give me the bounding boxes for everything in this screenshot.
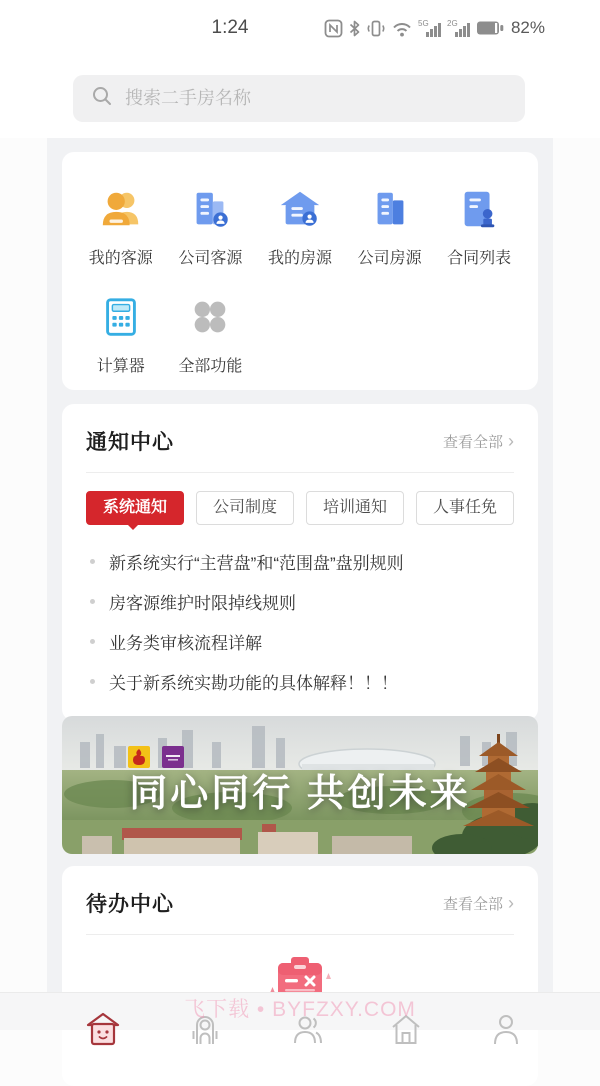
nav-customers-robot-tab[interactable] [187, 1011, 223, 1047]
nav-home-tab-active[interactable] [85, 1011, 121, 1047]
quick-action-label: 合同列表 [447, 250, 512, 267]
notification-item[interactable]: 关于新系统实勘功能的具体解释！！！ [86, 661, 514, 701]
notification-center-title: 通知中心 [86, 431, 174, 454]
bluetooth-icon [348, 19, 361, 38]
nfc-icon [324, 19, 343, 38]
search-icon [91, 85, 113, 112]
nav-profile-tab[interactable] [488, 1011, 524, 1047]
tab-system-notice[interactable]: 系统通知 [86, 491, 184, 525]
divider [86, 472, 514, 473]
clock: 1:24 [211, 17, 249, 38]
company-houses-building-icon [367, 186, 413, 237]
chevron-right-icon: › [508, 431, 514, 451]
calculator-icon [98, 294, 144, 345]
svg-text:5G: 5G [417, 19, 429, 28]
todo-center-card [62, 866, 538, 1086]
quick-action-label: 我的房源 [267, 250, 332, 267]
battery-icon [476, 20, 504, 36]
notification-tabs [86, 491, 514, 525]
signal-2g-icon [447, 18, 471, 38]
signal-5g-icon [418, 18, 442, 38]
vibrate-icon [366, 19, 386, 38]
quick-action-label: 公司客源 [178, 250, 243, 267]
todo-view-all-link[interactable]: 查看全部 › [442, 893, 514, 913]
bullet-dot [90, 559, 95, 564]
quick-action-label: 公司房源 [357, 250, 422, 267]
quick-action-my-houses[interactable] [255, 186, 345, 268]
quick-action-company-houses[interactable] [345, 186, 435, 268]
notification-center-card [62, 404, 538, 721]
battery-percent: 82% [510, 18, 545, 37]
company-customers-building-icon [187, 186, 233, 237]
my-houses-home-icon [277, 186, 323, 237]
tab-training-notice[interactable]: 培训通知 [306, 491, 404, 525]
site-watermark: 飞下载 • BYFZXY.COM [184, 998, 416, 1021]
quick-actions-card [62, 152, 538, 390]
notification-item[interactable]: 业务类审核流程详解 [86, 621, 514, 661]
bottom-nav-bar [0, 992, 600, 1030]
chevron-right-icon: › [508, 893, 514, 913]
notification-item[interactable]: 房客源维护时限掉线规则 [86, 581, 514, 621]
wifi-icon [391, 19, 413, 38]
bullet-dot [90, 639, 95, 644]
quick-action-label: 我的客源 [88, 250, 153, 267]
bullet-dot [90, 679, 95, 684]
notification-item[interactable]: 新系统实行“主营盘”和“范围盘”盘别规则 [86, 541, 514, 581]
tab-company-policy[interactable]: 公司制度 [196, 491, 294, 525]
quick-action-my-customers[interactable] [76, 186, 166, 268]
contract-list-icon [456, 186, 502, 237]
svg-text:2G: 2G [446, 19, 458, 28]
todo-center-title: 待办中心 [86, 893, 174, 916]
divider [86, 934, 514, 935]
status-bar [0, 0, 600, 56]
my-customers-people-icon [98, 186, 144, 237]
quick-action-label: 计算器 [96, 358, 145, 375]
notification-list [86, 541, 514, 701]
quick-action-all-features[interactable] [166, 294, 256, 376]
quick-action-calculator[interactable] [76, 294, 166, 376]
page-content [47, 138, 553, 1030]
notifications-view-all-link[interactable]: 查看全部 › [442, 431, 514, 451]
bullet-dot [90, 599, 95, 604]
nav-people-tab[interactable] [289, 1011, 325, 1047]
promo-banner[interactable] [62, 716, 538, 854]
quick-action-contracts[interactable] [434, 186, 524, 268]
tab-hr-appointments[interactable]: 人事任免 [416, 491, 514, 525]
search-input[interactable] [125, 88, 507, 109]
search-band [0, 56, 600, 138]
search-bar[interactable] [73, 75, 525, 122]
all-features-clover-icon [187, 294, 233, 345]
quick-action-label: 全部功能 [178, 358, 243, 375]
banner-slogan: 同心同行 共创未来 [129, 773, 471, 815]
nav-houses-tab[interactable] [388, 1011, 424, 1047]
quick-action-company-customers[interactable] [166, 186, 256, 268]
